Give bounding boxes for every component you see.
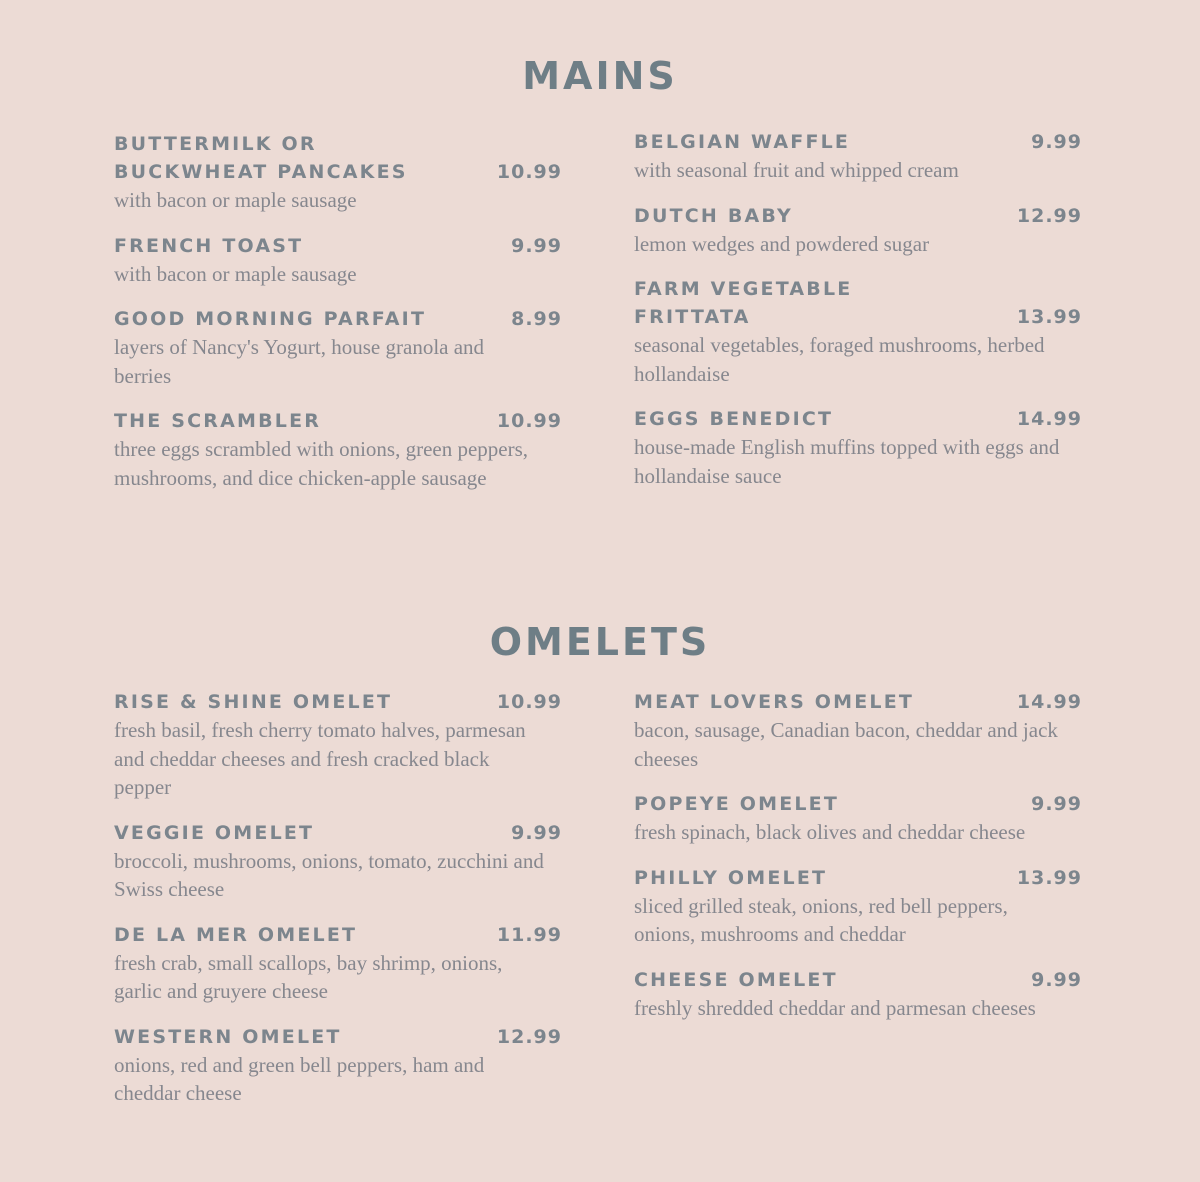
menu-item-description: fresh spinach, black olives and cheddar cheese	[634, 820, 1026, 844]
menu-item-description: seasonal vegetables, foraged mushrooms, herbed hollandaise	[634, 333, 1045, 386]
section-title-omelets: OMELETS	[489, 620, 711, 664]
menu-item-price: 14.99	[1016, 408, 1082, 430]
menu-item-price: 9.99	[1031, 793, 1082, 815]
menu-item-header	[114, 921, 562, 949]
menu-item	[114, 1023, 562, 1108]
menu-item-header	[634, 275, 1082, 331]
menu-item	[114, 688, 562, 802]
omelets-right-column	[634, 688, 1082, 1039]
menu-item	[634, 966, 1082, 1023]
menu-item-description: bacon, sausage, Canadian bacon, cheddar and jack cheeses	[634, 718, 1058, 771]
menu-item-description: with bacon or maple sausage	[114, 188, 357, 212]
menu-item-header	[634, 202, 1082, 230]
menu-item-description: fresh basil, fresh cherry tomato halves, parmesan and cheddar cheeses and fresh cracked black pepper	[114, 718, 526, 799]
menu-item-price: 9.99	[1031, 131, 1082, 153]
menu-item-price: 10.99	[496, 161, 562, 183]
menu-item	[114, 305, 562, 390]
menu-item-header	[114, 130, 562, 186]
menu-item	[114, 407, 562, 492]
menu-item-price: 9.99	[1031, 968, 1082, 991]
menu-item-price: 11.99	[496, 923, 562, 946]
menu-item-name: THE SCRAMBLER	[114, 410, 322, 432]
menu-item-price: 8.99	[511, 308, 562, 330]
menu-item-header	[634, 966, 1082, 994]
menu-item-header	[114, 232, 562, 260]
menu-item	[634, 790, 1082, 847]
menu-item-price: 13.99	[1016, 306, 1082, 328]
menu-item-header	[634, 688, 1082, 716]
menu-item-description: broccoli, mushrooms, onions, tomato, zucchini and Swiss cheese	[114, 848, 544, 901]
menu-item-price: 9.99	[511, 821, 562, 844]
menu-item	[634, 202, 1082, 259]
menu-item-header	[634, 790, 1082, 818]
menu-item	[114, 819, 562, 904]
menu-item	[634, 864, 1082, 949]
menu-item-header	[114, 688, 562, 716]
menu-item-name: VEGGIE OMELET	[114, 821, 315, 844]
menu-item-description: house-made English muffins topped with eggs and hollandaise sauce	[634, 435, 1060, 488]
menu-item-header	[114, 305, 562, 333]
menu-item-description: fresh crab, small scallops, bay shrimp, onions, garlic and gruyere cheese	[114, 950, 503, 1003]
menu-item-price: 10.99	[496, 691, 562, 713]
menu-item-name: DE LA MER OMELET	[114, 923, 358, 946]
menu-item-name: DUTCH BABY	[634, 204, 794, 227]
menu-item-name: CHEESE OMELET	[634, 968, 838, 991]
menu-item-price: 13.99	[1016, 866, 1082, 889]
menu-item	[114, 232, 562, 289]
menu-item-price: 12.99	[1016, 204, 1082, 227]
menu-item-name: BELGIAN WAFFLE	[634, 131, 851, 153]
menu-item-header	[114, 407, 562, 435]
menu-item-name: WESTERN OMELET	[114, 1025, 342, 1048]
menu-item-price: 12.99	[496, 1025, 562, 1048]
menu-item-description: with seasonal fruit and whipped cream	[634, 158, 959, 182]
section-title-mains: MAINS	[522, 54, 678, 98]
menu-item-description: layers of Nancy's Yogurt, house granola and berries	[114, 335, 485, 388]
menu-item-description: freshly shredded cheddar and parmesan cheeses	[634, 995, 1036, 1020]
menu-item-header	[634, 128, 1082, 156]
menu-item	[634, 275, 1082, 388]
menu-item-name: POPEYE OMELET	[634, 793, 840, 815]
menu-item-header	[114, 819, 562, 847]
menu-item-header	[114, 1023, 562, 1051]
mains-left-column	[114, 130, 562, 509]
menu-item-name: EGGS BENEDICT	[634, 408, 834, 430]
menu-item-name: MEAT LOVERS OMELET	[634, 691, 915, 713]
menu-item-header	[634, 405, 1082, 433]
menu-item-name: RISE & SHINE OMELET	[114, 691, 393, 713]
menu-item-price: 10.99	[496, 410, 562, 432]
menu-item	[634, 128, 1082, 185]
menu-item-price: 14.99	[1016, 691, 1082, 713]
menu-item-name: PHILLY OMELET	[634, 866, 828, 889]
omelets-left-column	[114, 688, 562, 1125]
menu-item-description: onions, red and green bell peppers, ham and cheddar cheese	[114, 1052, 485, 1105]
mains-right-column	[634, 128, 1082, 507]
menu-item-name: BUTTERMILK OR BUCKWHEAT PANCAKES	[114, 133, 408, 183]
menu-item-name: FARM VEGETABLE FRITTATA	[634, 278, 853, 328]
menu-item	[114, 130, 562, 215]
menu-item-description: with bacon or maple sausage	[114, 261, 357, 286]
menu-item-price: 9.99	[511, 234, 562, 257]
menu-item-description: three eggs scrambled with onions, green peppers, mushrooms, and dice chicken-apple sausage	[114, 437, 529, 490]
menu-item-name: GOOD MORNING PARFAIT	[114, 308, 427, 330]
menu-item-description: lemon wedges and powdered sugar	[634, 231, 930, 256]
menu-item-header	[634, 864, 1082, 892]
menu-item-name: FRENCH TOAST	[114, 234, 304, 257]
menu-item	[114, 921, 562, 1006]
menu-item	[634, 688, 1082, 773]
menu-item-description: sliced grilled steak, onions, red bell peppers, onions, mushrooms and cheddar	[634, 893, 1008, 946]
menu-item	[634, 405, 1082, 490]
